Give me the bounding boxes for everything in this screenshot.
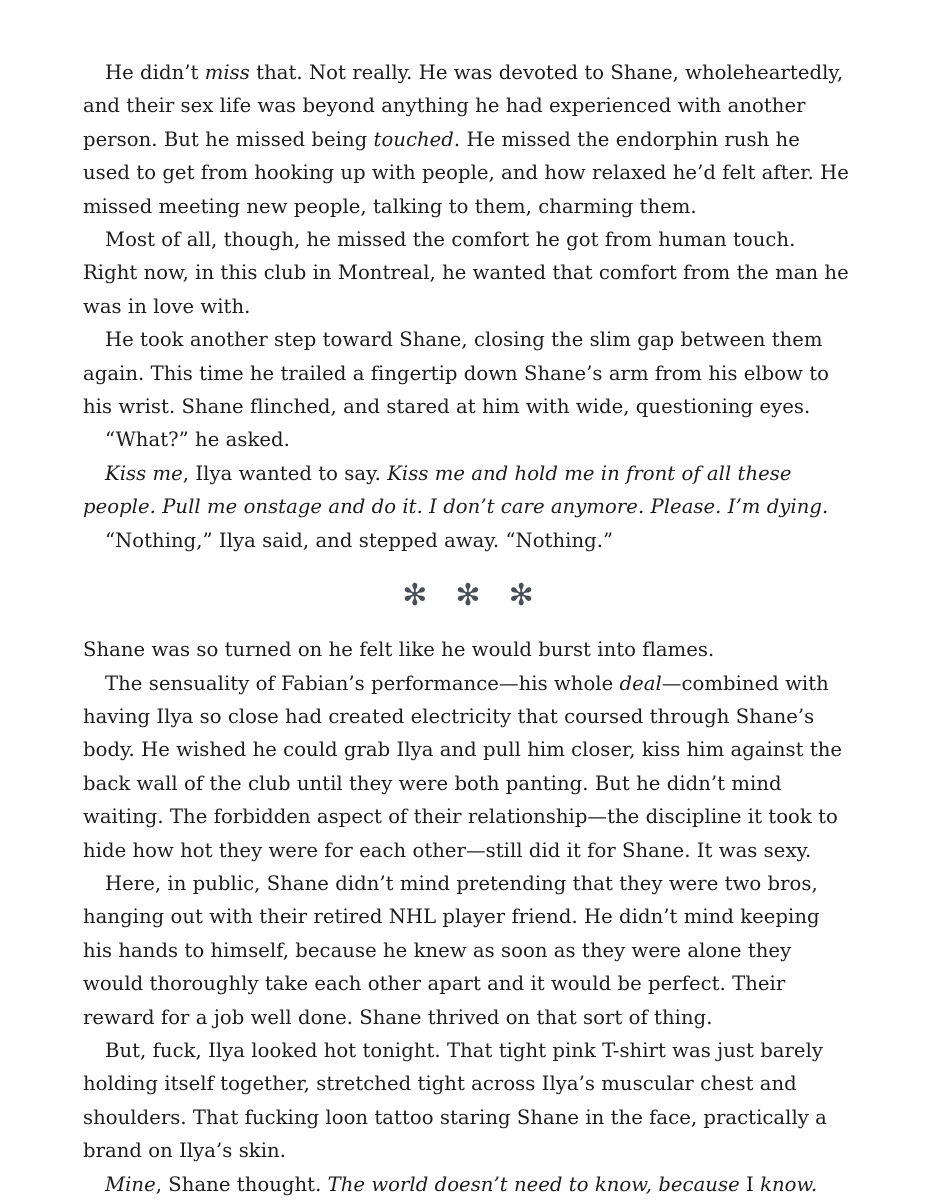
paragraph — [83, 56, 853, 223]
text-run: , Ilya wanted to say. — [182, 461, 388, 485]
italic-text: Kiss me — [105, 461, 183, 485]
text-run: —combined with having Ilya so close had created electricity that coursed through Shane’s body. He wished he could grab Ilya and pull him closer, kiss him against the back wall of the club until they were both panting. But he didn’t mind waiting. The forbidden aspect of their relationship—the discipline it took to hide how hot they were for each other—still did it for Shane. It was sexy. — [83, 671, 843, 862]
paragraph — [83, 457, 853, 524]
italic-text: Kiss me and hold me in front of all these people. Pull me onstage and do it. I don’t care anymore. Please. I’m dying. — [83, 461, 829, 519]
paragraph — [83, 667, 853, 867]
text-run: . He missed the endorphin rush he used to get from hooking up with people, and how relaxed he’d felt after. He missed meeting new people, talking to them, charming them. — [83, 127, 849, 218]
text-run: that. Not really. He was devoted to Shane, wholeheartedly, and their sex life was beyond anything he had experienced with another person. But he missed being — [83, 61, 844, 151]
paragraph: But, fuck, Ilya looked hot tonight. That tight pink T-shirt was just barely holding itself together, stretched tight across Ilya’s muscular chest and shoulders. That fucking loon tattoo staring Shane in the face, practically a brand on Ilya’s skin. — [83, 1038, 827, 1163]
asterisk-ornament-icon: ✻ — [402, 578, 428, 614]
text-run: , Shane thought. — [155, 1172, 328, 1196]
italic-text: deal — [619, 671, 662, 695]
italic-text: know. — [753, 1172, 818, 1196]
asterisk-ornament-icon: ✻ — [455, 578, 481, 614]
italic-text: miss — [204, 61, 250, 84]
paragraph: Here, in public, Shane didn’t mind pretending that they were two bros, hanging out with their retired NHL player friend. He didn’t mind keeping his hands to himself, because he knew as soon as they were alone they would thoroughly take each other apart and it would be perfect. Their reward for a job well done. Shane thrived on that sort of thing. — [83, 871, 820, 1029]
italic-text: touched — [373, 127, 454, 151]
paragraph: Most of all, though, he missed the comfort he got from human touch. Right now, in this club in Montreal, he wanted that comfort from the man he was in love with. — [83, 228, 849, 318]
italic-text: The world doesn’t need to know, because — [327, 1172, 747, 1196]
book-page — [83, 56, 853, 1201]
dialogue-line: “Nothing,” Ilya said, and stepped away. “Nothing.” — [105, 528, 614, 552]
text-run: The sensuality of Fabian’s performance—his whole — [105, 671, 620, 695]
text-run: He didn’t — [105, 61, 205, 84]
italic-text: Mine — [105, 1172, 156, 1196]
paragraph: He took another step toward Shane, closing the slim gap between them again. This time he trailed a fingertip down Shane’s arm from his elbow to his wrist. Shane flinched, and stared at him with wide, questioning eyes. — [83, 328, 829, 419]
scene-break — [83, 563, 853, 629]
paragraph: Shane was so turned on he felt like he would burst into flames. — [83, 638, 715, 662]
text-run: I — [746, 1172, 754, 1196]
dialogue-line: “What?” he asked. — [105, 428, 290, 452]
paragraph — [83, 1168, 853, 1201]
asterisk-ornament-icon: ✻ — [508, 578, 534, 614]
